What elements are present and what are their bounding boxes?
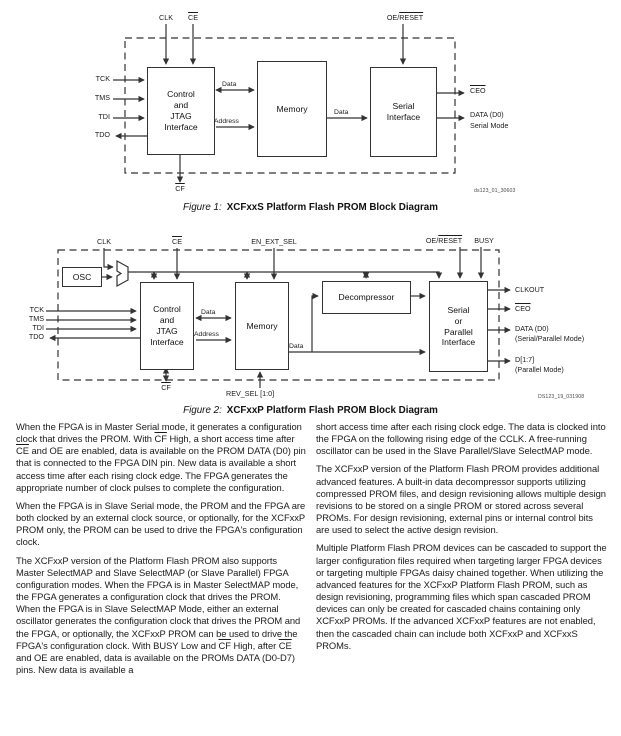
fig2-clkout-label: CLKOUT	[515, 285, 545, 294]
fig2-rev-sel-label: REV_SEL [1:0]	[226, 389, 275, 398]
fig2-cf-text: $\overline{CF}$	[161, 383, 171, 392]
fig2-ceo-text: $\overline{CEO}$	[515, 304, 531, 313]
fig2-tdo-label: TDO	[28, 332, 44, 341]
fig2-ceo-label	[515, 305, 531, 314]
figure1-block-diagram	[0, 0, 621, 222]
fig2-data-wire-label: Data	[201, 309, 216, 316]
fig2-control-jtag-block: Control and JTAG Interface	[140, 282, 194, 370]
fig1-tdi-label: TDI	[98, 112, 110, 121]
fig2-en-ext-sel-label: EN_EXT_SEL	[251, 237, 297, 246]
fig2-address-wire-label: Address	[194, 331, 219, 338]
figure2-caption	[0, 405, 621, 416]
body-left-column	[16, 421, 306, 682]
fig1-ceo-text: $\overline{CEO}$	[470, 86, 486, 95]
fig1-serial-interface-block: Serial Interface	[370, 67, 437, 157]
fig2-cf-label	[156, 384, 176, 393]
fig2-decompressor-block: Decompressor	[322, 281, 411, 314]
fig2-clk-label: CLK	[97, 237, 111, 246]
fig1-cf-text: $\overline{CF}$	[175, 184, 185, 193]
fig2-tck-label: TCK	[29, 305, 44, 314]
fig2-drawing-code: DS123_19_031908	[538, 394, 585, 400]
figure1-caption	[0, 202, 621, 213]
fig1-oe-text: OE/	[386, 13, 400, 22]
figure1-caption-title: XCFxxS Platform Flash PROM Block Diagram	[226, 202, 438, 213]
fig1-data-d0-label: DATA (D0)	[470, 110, 504, 119]
fig1-tms-label: TMS	[94, 93, 110, 102]
fig2-busy-label: BUSY	[474, 236, 494, 245]
paragraph: short access time after each rising clock edge. The data is clocked into the FPGA on the following rising edge of the CCLK. A free-running oscillator can be used in the Slave Parallel/Slave SelectMAP mode.	[316, 421, 606, 457]
fig1-cf-label	[169, 185, 191, 194]
fig2-ce-text: $\overline{CE}$	[172, 237, 182, 246]
fig1-ceo-label	[470, 87, 486, 96]
figure2-block-diagram	[0, 225, 621, 420]
figure2-connectors	[0, 225, 621, 420]
fig1-data-mem-serial-label: Data	[334, 109, 349, 116]
fig1-clk-label: CLK	[159, 13, 173, 22]
fig1-data-wire-label: Data	[222, 81, 237, 88]
paragraph: Multiple Platform Flash PROM devices can be cascaded to support the larger configuration files required when targeting larger FPGA devices or targeting multiple FPGAs daisy chained together. When utilizing the advanced features for the XCFxxP Platform Flash PROM, such as design revisioning, programming files which span cascaded PROM devices can only be created for cascaded chains containing only XCFxxP PROMs. If the advanced XCFxxP features are not enabled, then the cascaded chain can include both XCFxxP and XCFxxS PROMs.	[316, 542, 607, 651]
fig2-tms-label: TMS	[28, 314, 44, 323]
body-right-column	[316, 421, 608, 658]
paragraph: The XCFxxP version of the Platform Flash PROM also supports Master SelectMAP and Slave SelectMAP (or Slave Parallel) FPGA configuration modes. When the FPGA is in Master SelectMAP mode, the FPGA generates a configuration clock that drives the PROM. When the FPGA is in Slave SelectMAP Mode, either an external oscillator generates the configuration clock that drives the PROM and the FPGA, or optionally, the XCFxxP PROM can be used to drive the FPGA's configuration clock. With BUSY Low and $\overline{CF}$ High, after $\overline{CE}$ and OE are enabled, data is available on the PROMs DATA (D0-D7) pins. New data is available a	[16, 554, 301, 675]
fig2-osc-block: OSC	[62, 267, 102, 287]
paragraph: When the FPGA is in Master Serial mode, it generates a configuration clock that drives the PROM. With $\overline{CF}$ High, a short access time after $\overline{CE}$ and OE are enabled, data is available on the PROM DATA (D0) pin that is connected to the FPGA DIN pin. New data is available a short access time after each rising clock edge. The FPGA generates the appropriate number of clock pulses to complete the configuration.	[16, 421, 306, 493]
fig1-address-wire-label: Address	[214, 118, 239, 125]
fig1-control-jtag-block: Control and JTAG Interface	[147, 67, 215, 155]
paragraph: When the FPGA is in Slave Serial mode, the PROM and the FPGA are both clocked by an external clock source, or optionally, for the XCFxxP PROM only, the PROM can be used to drive the FPGA's configuration clock.	[16, 499, 306, 548]
figure2-caption-number: Figure 2:	[183, 405, 222, 416]
fig2-oe-text: OE/	[425, 236, 439, 245]
fig2-oe-reset-label	[417, 237, 471, 246]
fig1-drawing-code: ds123_01_30603	[474, 188, 516, 194]
fig1-oe-reset-label	[377, 14, 433, 23]
fig1-tdo-label: TDO	[94, 130, 110, 139]
figure1-caption-number: Figure 1:	[183, 202, 222, 213]
fig2-reset-text: RESET	[438, 236, 463, 245]
fig2-data-d0-mode-label: (Serial/Parallel Mode)	[515, 334, 585, 343]
fig2-data-out-wire-label: Data	[289, 343, 304, 350]
fig2-ce-label	[163, 238, 191, 247]
fig1-ce-label	[179, 14, 207, 23]
fig2-memory-block: Memory	[235, 282, 289, 370]
fig2-d17-mode-label: (Parallel Mode)	[515, 365, 564, 374]
fig2-tdi-label: TDI	[32, 323, 44, 332]
paragraph: The XCFxxP version of the Platform Flash PROM provides additional advanced features. A built-in data decompressor supports utilizing compressed PROM files, and design revisioning allows multiple design revisions to be stored on a single PROM or stored across several PROMs. For design revisioning, external pins or internal control bits are used to select the active design revision.	[316, 463, 606, 536]
fig2-serial-parallel-interface-block: Serial or Parallel Interface	[429, 281, 488, 372]
fig1-tck-label: TCK	[95, 74, 110, 83]
fig1-memory-block: Memory	[257, 61, 327, 157]
figure2-mux	[117, 261, 128, 286]
fig2-d17-label: D[1:7]	[515, 355, 535, 364]
fig1-ce-text: $\overline{CE}$	[188, 13, 198, 22]
fig1-serial-mode-label: Serial Mode	[470, 121, 509, 130]
figure2-caption-title: XCFxxP Platform Flash PROM Block Diagram	[226, 405, 438, 416]
fig1-reset-text: RESET	[399, 13, 424, 22]
fig2-data-d0-label: DATA (D0)	[515, 324, 549, 333]
